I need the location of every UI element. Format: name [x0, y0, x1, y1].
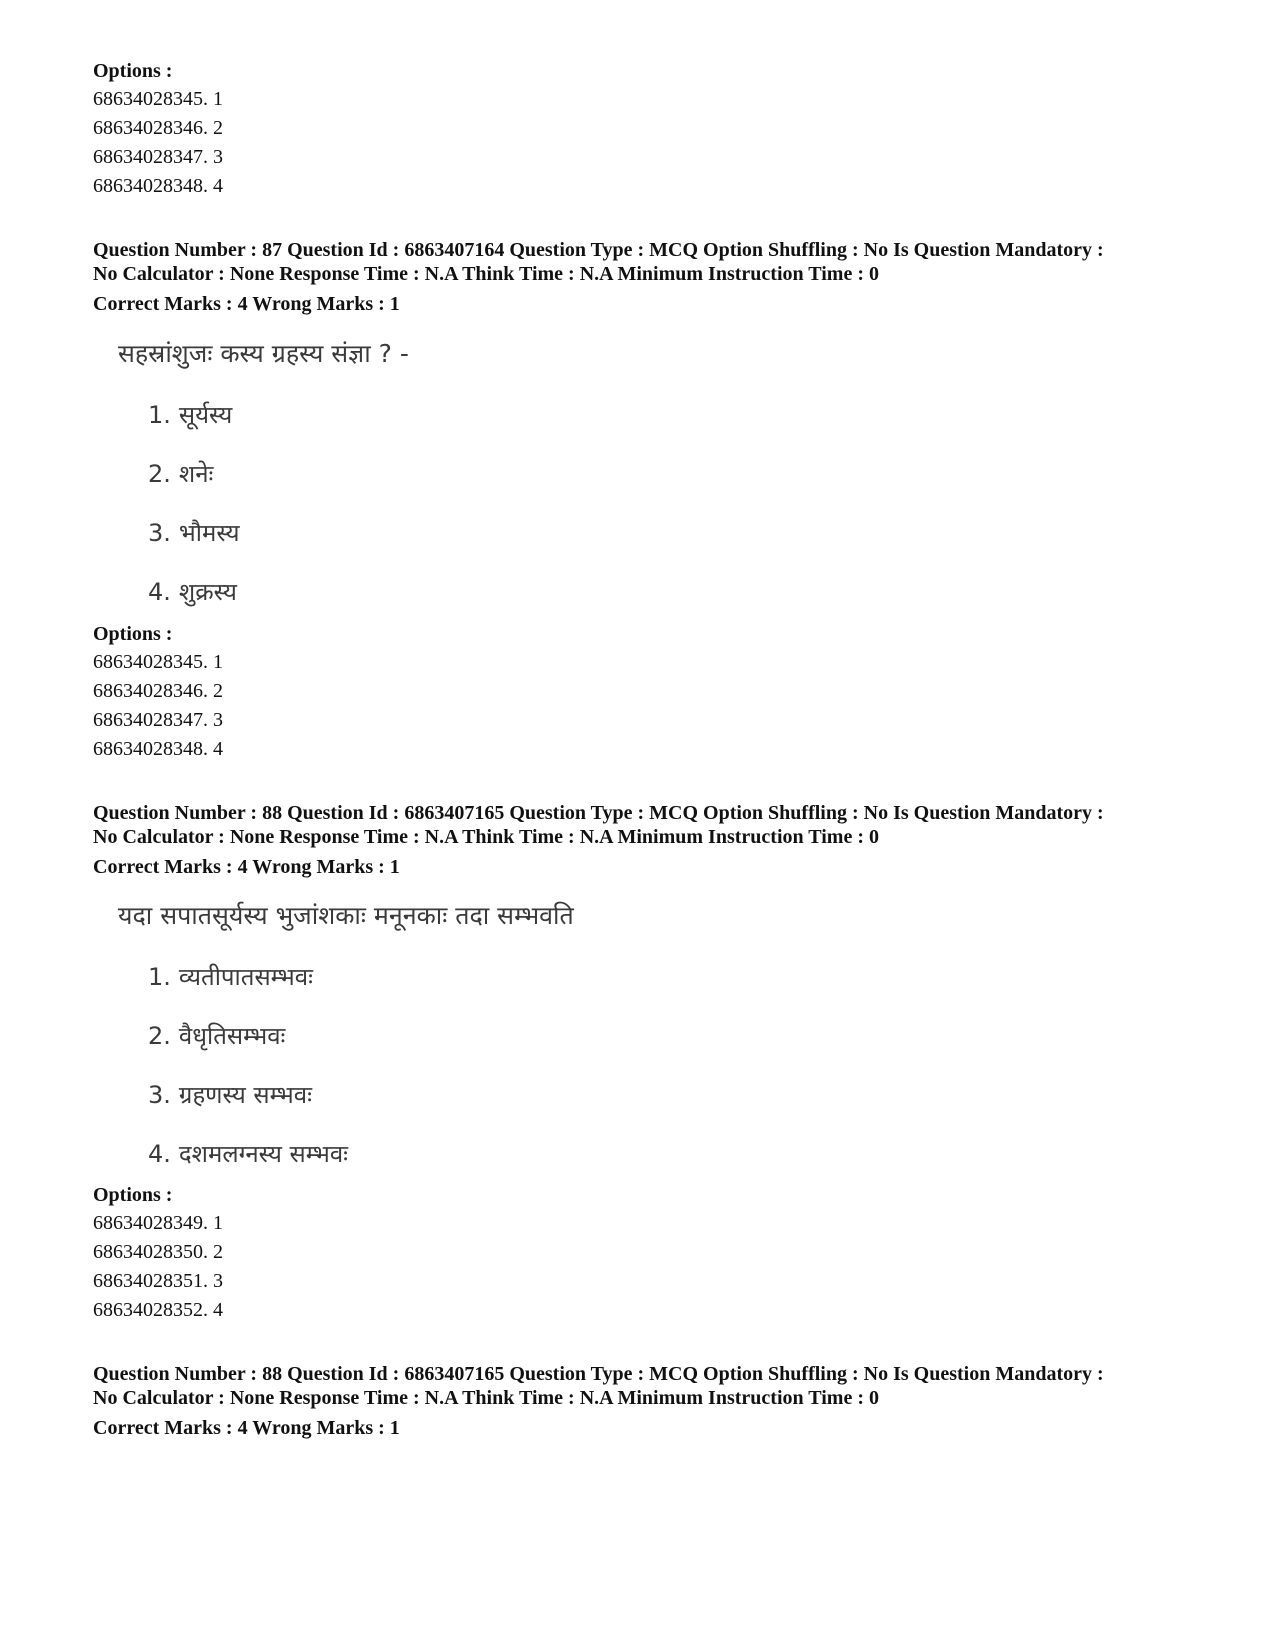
choice-text: शुक्रस्य: [178, 578, 237, 606]
question-choice: [148, 458, 818, 490]
choice-number: 3.: [148, 1081, 171, 1109]
option-line: 68634028350. 2: [93, 1241, 223, 1263]
choice-text: वैधृतिसम्भवः: [178, 1022, 286, 1050]
question-choice: [148, 1079, 818, 1111]
choice-number: 1.: [148, 963, 171, 991]
choice-text: ग्रहणस्य सम्भवः: [178, 1081, 312, 1109]
question-header-88: [93, 801, 1203, 881]
options-label: Options :: [93, 1184, 173, 1206]
question-meta-line: No Calculator : None Response Time : N.A Think Time : N.A Minimum Instruction Time : 0: [93, 826, 879, 848]
question-meta-line: Question Number : 87 Question Id : 6863407164 Question Type : MCQ Option Shuffling : No Is Question Mandatory :: [93, 239, 1104, 261]
option-line: 68634028346. 2: [93, 117, 223, 139]
options-label: Options :: [93, 623, 173, 645]
question-body-88: [118, 898, 818, 1170]
question-meta-line: No Calculator : None Response Time : N.A Think Time : N.A Minimum Instruction Time : 0: [93, 1387, 879, 1409]
question-marks: Correct Marks : 4 Wrong Marks : 1: [93, 1417, 400, 1439]
options-label: Options :: [93, 60, 173, 82]
question-marks: Correct Marks : 4 Wrong Marks : 1: [93, 856, 400, 878]
question-header-87: [93, 238, 1203, 318]
option-line: 68634028352. 4: [93, 1299, 223, 1321]
question-choice: [148, 1138, 818, 1170]
option-line: 68634028345. 1: [93, 88, 223, 110]
choice-number: 4.: [148, 578, 171, 606]
question-body-87: [118, 336, 818, 608]
option-line: 68634028347. 3: [93, 709, 223, 731]
choice-number: 3.: [148, 519, 171, 547]
choice-text: दशमलग्नस्य सम्भवः: [178, 1140, 349, 1168]
option-line: 68634028349. 1: [93, 1212, 223, 1234]
choice-number: 2.: [148, 460, 171, 488]
choice-number: 1.: [148, 401, 171, 429]
option-line: 68634028345. 1: [93, 651, 223, 673]
choice-text: शनेः: [178, 460, 214, 488]
option-line: 68634028348. 4: [93, 175, 223, 197]
choice-number: 2.: [148, 1022, 171, 1050]
option-line: 68634028348. 4: [93, 738, 223, 760]
question-choice: [148, 1020, 818, 1052]
choice-text: व्यतीपातसम्भवः: [178, 963, 313, 991]
option-line: 68634028347. 3: [93, 146, 223, 168]
question-marks: Correct Marks : 4 Wrong Marks : 1: [93, 293, 400, 315]
option-line: 68634028346. 2: [93, 680, 223, 702]
options-block-88: [93, 1181, 1203, 1325]
choice-text: सूर्यस्य: [178, 401, 233, 429]
choice-text: भौमस्य: [178, 519, 240, 547]
question-meta-line: No Calculator : None Response Time : N.A Think Time : N.A Minimum Instruction Time : 0: [93, 263, 879, 285]
question-header-88-repeat: [93, 1362, 1203, 1442]
question-choice: [148, 576, 818, 608]
question-meta-line: Question Number : 88 Question Id : 6863407165 Question Type : MCQ Option Shuffling : No Is Question Mandatory :: [93, 1363, 1104, 1385]
choice-number: 4.: [148, 1140, 171, 1168]
question-choice: [148, 399, 818, 431]
question-meta-line: Question Number : 88 Question Id : 6863407165 Question Type : MCQ Option Shuffling : No Is Question Mandatory :: [93, 802, 1104, 824]
question-text: यदा सपातसूर्यस्य भुजांशकाः मनूनकाः तदा सम्भवति: [118, 901, 574, 930]
question-choice: [148, 961, 818, 993]
options-block-87: [93, 620, 1203, 764]
options-block-top: [93, 57, 1203, 201]
option-line: 68634028351. 3: [93, 1270, 223, 1292]
question-choice: [148, 517, 818, 549]
question-text: सहस्रांशुजः कस्य ग्रहस्य संज्ञा ? -: [118, 339, 409, 368]
